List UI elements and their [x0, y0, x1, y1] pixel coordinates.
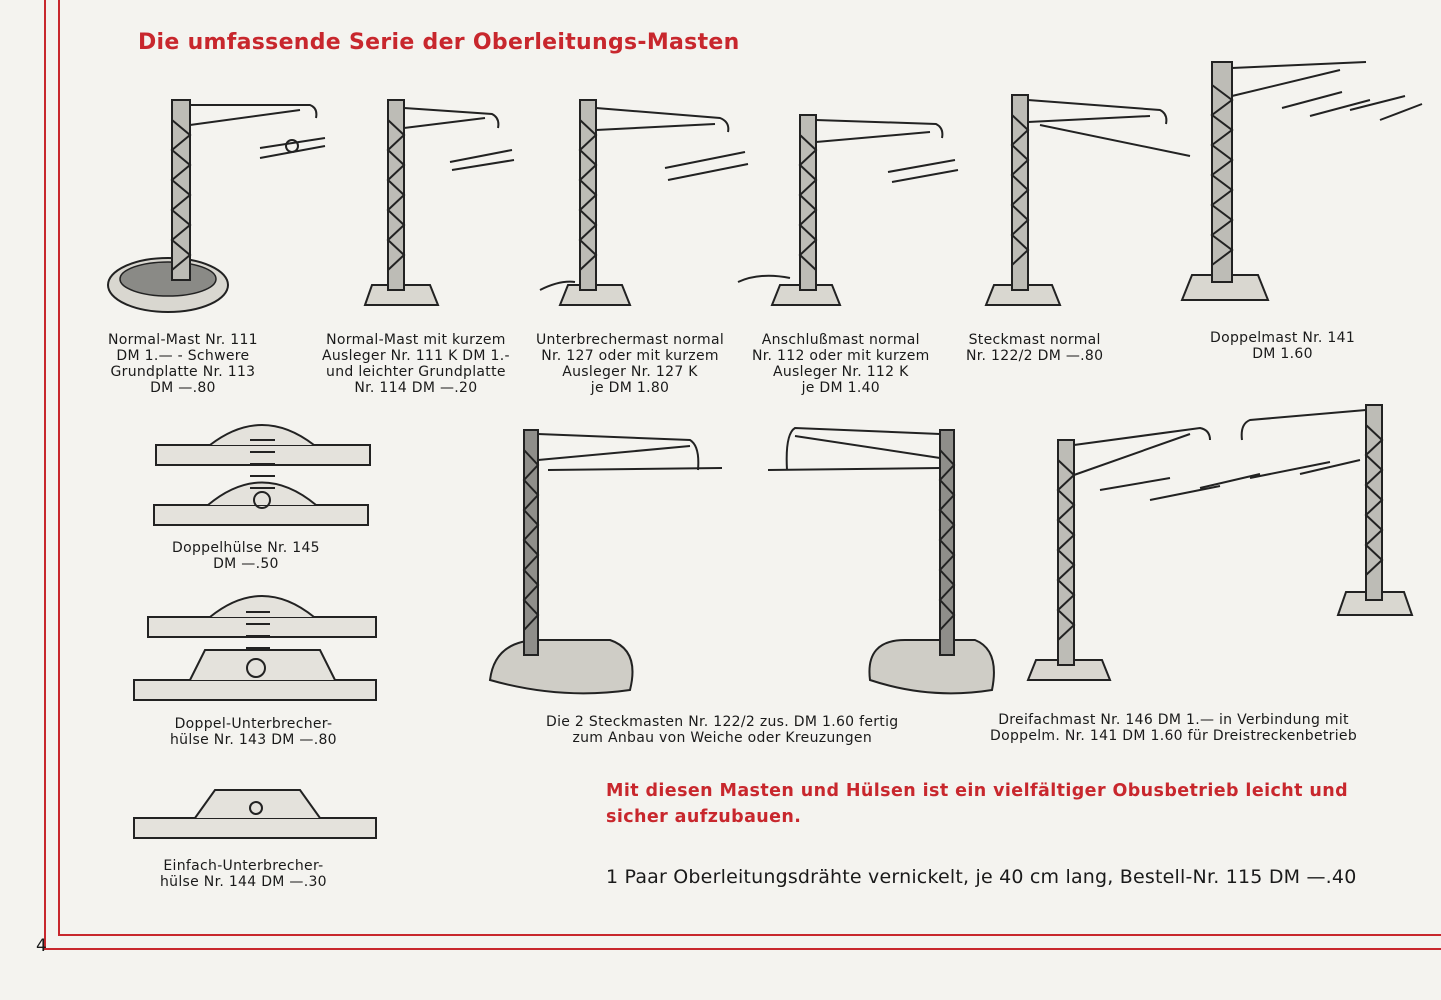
caption-breaker-mast: Unterbrechermast normal Nr. 127 oder mit kurzem Ausleger Nr. 127 K je DM 1.80: [536, 332, 725, 396]
frame-left-inner-line: [58, 0, 60, 936]
caption-normal-mast-short: Normal-Mast mit kurzem Ausleger Nr. 111 K DM 1.- und leichter Grundplatte Nr. 114 DM —.20: [322, 332, 510, 396]
triple-mast-drawing: [1028, 405, 1412, 680]
caption-single-breaker-sleeve: Einfach-Unterbrecher- hülse Nr. 144 DM —.30: [160, 858, 327, 890]
caption-connection-mast: Anschlußmast normal Nr. 112 oder mit kurzem Ausleger Nr. 112 K je DM 1.40: [752, 332, 930, 396]
frame-bottom-line: [44, 948, 1441, 950]
caption-double-breaker-sleeve: Doppel-Unterbrecher- hülse Nr. 143 DM —.80: [170, 716, 337, 748]
mast-141-drawing: [1182, 62, 1422, 300]
page-title: Die umfassende Serie der Oberleitungs-Masten: [138, 30, 740, 55]
mast-111k-drawing: [365, 100, 514, 305]
mast-112-drawing: [738, 115, 958, 305]
caption-double-sleeve: Doppelhülse Nr. 145 DM —.50: [172, 540, 320, 572]
wire-offer-note: 1 Paar Oberleitungsdrähte vernickelt, je 40 cm lang, Bestell-Nr. 115 DM —.40: [606, 866, 1357, 888]
caption-plug-mast: Steckmast normal Nr. 122/2 DM —.80: [966, 332, 1104, 364]
plug-masts-pair-drawing: [490, 428, 994, 693]
caption-two-plug-masts: Die 2 Steckmasten Nr. 122/2 zus. DM 1.60 fertig zum Anbau von Weiche oder Kreuzungen: [546, 714, 899, 746]
sleeve-143-drawing: [134, 596, 376, 700]
caption-triple-mast: Dreifachmast Nr. 146 DM 1.— in Verbindung mit Doppelm. Nr. 141 DM 1.60 für Dreistreckenbetrieb: [990, 712, 1358, 744]
page-number: 4: [36, 936, 47, 956]
mast-127-drawing: [540, 100, 748, 305]
frame-left-line: [44, 0, 46, 950]
frame-bottom-inner-line: [58, 934, 1441, 936]
caption-double-mast: Doppelmast Nr. 141 DM 1.60: [1210, 330, 1356, 362]
mast-111-drawing: [108, 100, 325, 312]
sleeve-144-drawing: [134, 790, 376, 838]
red-highlight-note: Mit diesen Masten und Hülsen ist ein vielfältiger Obusbetrieb leicht und sicher aufzubauen.: [606, 781, 1349, 827]
caption-normal-mast: Normal-Mast Nr. 111 DM 1.— - Schwere Grundplatte Nr. 113 DM —.80: [108, 332, 258, 396]
mast-122-drawing: [986, 95, 1190, 305]
sleeve-145-drawing: [154, 425, 370, 525]
